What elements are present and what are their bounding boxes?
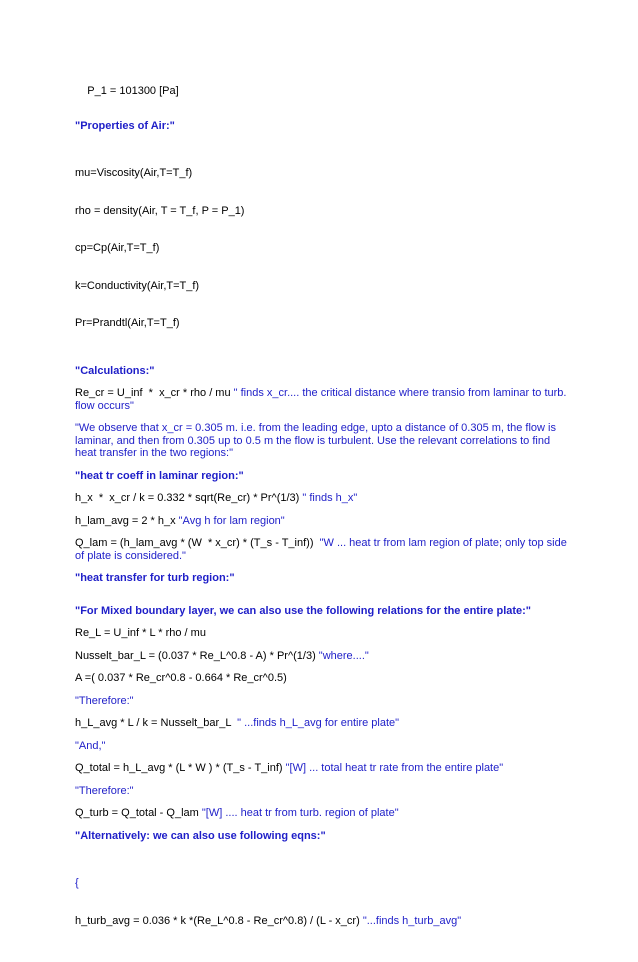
laminar-avg-h-equation [75, 515, 570, 528]
plate-avg-h-code: h_L_avg * L / k = Nusselt_bar_L [75, 717, 238, 729]
critical-reynolds-comment: " finds x_cr.... the critical distance where transio from laminar to turb. flow occurs" [75, 387, 570, 412]
laminar-heat-comment: "W ... heat tr from lam region of plate; only top side of plate is considered." [75, 537, 570, 562]
pressure-equation-text: P_1 = 101300 [Pa] [87, 84, 179, 97]
turbulent-avg-h-comment: "...finds h_turb_avg" [362, 914, 462, 927]
alternative-block [75, 852, 570, 952]
laminar-heat-code: Q_lam = (h_lam_avg * (W * x_cr) * (T_s - T_inf)) [75, 537, 320, 549]
laminar-heat-equation [75, 537, 570, 562]
pressure-equation [75, 72, 570, 110]
turbulent-header: "heat transfer for turb region:" [75, 572, 235, 584]
turbulent-heat-equation [75, 807, 570, 820]
and-comment: "And," [75, 739, 106, 752]
turbulent-avg-h-equation [75, 915, 570, 928]
reynolds-plate-equation: Re_L = U_inf * L * rho / mu [75, 627, 206, 639]
nusselt-code: Nusselt_bar_L = (0.037 * Re_L^0.8 - A) * Pr^(1/3) [75, 649, 319, 662]
air-properties-block [75, 142, 570, 355]
alternative-header: "Alternatively: we can also use following eqns:" [75, 829, 326, 842]
turbulent-heat-code: Q_turb = Q_total - Q_lam [75, 807, 202, 819]
nusselt-equation [75, 650, 570, 663]
viscosity-equation: mu=Viscosity(Air,T=T_f) [75, 167, 193, 179]
specific-heat-equation: cp=Cp(Air,T=T_f) [75, 242, 160, 254]
prandtl-equation: Pr=Prandtl(Air,T=T_f) [75, 317, 180, 329]
total-heat-equation [75, 762, 570, 775]
total-heat-code: Q_total = h_L_avg * (L * W ) * (T_s - T_inf) [75, 762, 286, 774]
conductivity-equation: k=Conductivity(Air,T=T_f) [75, 279, 200, 292]
total-heat-comment: "[W] ... total heat tr rate from the entire plate" [285, 762, 504, 774]
critical-reynolds-equation [75, 387, 570, 412]
laminar-avg-h-code: h_lam_avg = 2 * h_x [75, 514, 179, 527]
density-equation: rho = density(Air, T = T_f, P = P_1) [75, 204, 245, 217]
critical-reynolds-code: Re_cr = U_inf * x_cr * rho / mu [75, 387, 234, 399]
nusselt-comment: "where...." [318, 649, 369, 662]
therefore-comment-1: "Therefore:" [75, 694, 134, 707]
document-page [75, 72, 570, 962]
laminar-avg-h-comment: "Avg h for lam region" [178, 514, 285, 527]
mixed-boundary-header: "For Mixed boundary layer, we can also use the following relations for the entire plate:" [75, 604, 532, 617]
turbulent-heat-comment: "[W] .... heat tr from turb. region of plate" [201, 807, 399, 819]
a-constant-equation: A =( 0.037 * Re_cr^0.8 - 0.664 * Re_cr^0.5) [75, 672, 287, 684]
plate-avg-h-comment: " ...finds h_L_avg for entire plate" [237, 717, 400, 729]
therefore-comment-2: "Therefore:" [75, 784, 134, 797]
laminar-header: "heat tr coeff in laminar region:" [75, 469, 244, 482]
observation-comment: "We observe that x_cr = 0.305 m. i.e. from the leading edge, upto a distance of 0.305 m, the flow is laminar, and then from 0.305 up to 0.5 m the flow is turbulent. Use the relevant correlations to find heat transfer in the two regions:" [75, 422, 560, 459]
turbulent-avg-h-code: h_turb_avg = 0.036 * k *(Re_L^0.8 - Re_cr^0.8) / (L - x_cr) [75, 914, 363, 927]
calculations-header: "Calculations:" [75, 364, 155, 377]
properties-header: "Properties of Air:" [75, 119, 175, 132]
open-brace: { [75, 877, 79, 889]
local-h-code: h_x * x_cr / k = 0.332 * sqrt(Re_cr) * Pr^(1/3) [75, 492, 303, 504]
local-h-comment: " finds h_x" [302, 492, 358, 504]
local-h-equation [75, 492, 570, 505]
plate-avg-h-equation [75, 717, 570, 730]
